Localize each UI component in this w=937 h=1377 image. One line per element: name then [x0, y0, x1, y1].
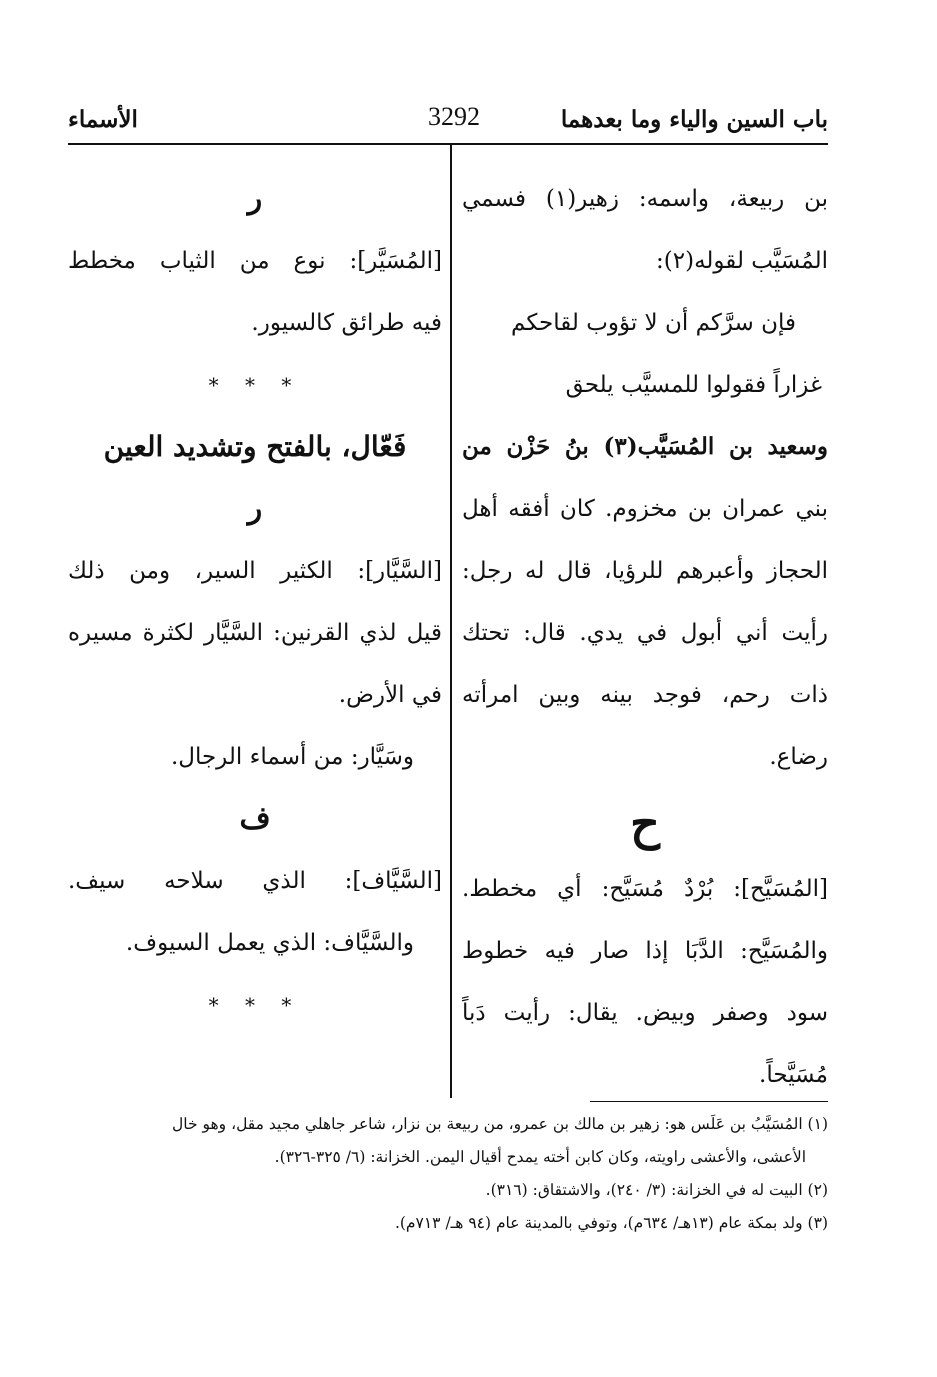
text-line: سود وصفر وبيض. يقال: رأيت دَباً [462, 1000, 828, 1026]
text-line: المُسَيَّب لقوله(٢): [656, 248, 828, 274]
section-heading: فَعّال، بالفتح وتشديد العين [103, 430, 407, 463]
text-line: قيل لذي القرنين: السَّيَّار لكثرة مسيره [68, 620, 442, 646]
text-line: بن ربيعة، واسمه: زهير(١) فسمي [462, 186, 828, 212]
footnote: (٣) ولد بمكة عام (١٣هـ/ ٦٣٤م)، وتوفي بالمدينة عام (٩٤ هـ/ ٧١٣م). [394, 1214, 828, 1232]
text-line: مُسَيَّحاً. [759, 1062, 828, 1088]
page-number: 3292 [428, 102, 480, 131]
right-column [462, 168, 828, 1106]
column-divider [450, 143, 452, 1098]
footnote-rule [590, 1101, 828, 1102]
section-letter: ر [247, 181, 263, 216]
entry-line: والمُسَيَّح: الدَّبَا إذا صار فيه خطوط [462, 938, 828, 964]
entry-line: [المُسَيَّر]: نوع من الثياب مخطط [68, 248, 442, 274]
footnotes [68, 1108, 828, 1240]
section-letter: ر [247, 491, 263, 526]
text-line: فيه طرائق كالسيور. [251, 310, 442, 336]
section-title: باب السين والياء وما بعدهما [560, 106, 828, 133]
section-letter: ح [630, 796, 660, 850]
text-line: الحجاز وأعبرهم للرؤيا، قال له رجل: [462, 558, 828, 584]
entry-line: [السَّيَّاف]: الذي سلاحه سيف. [68, 868, 442, 894]
text-line: ذات رحم، فوجد بينه وبين امرأته [462, 682, 828, 708]
verse-line: غزاراً فقولوا للمسيَّب يلحق [565, 372, 822, 398]
text-line: بني عمران بن مخزوم. كان أفقه أهل [462, 496, 828, 522]
text-line: في الأرض. [338, 682, 442, 708]
footnote-continuation: الأعشى، والأعشى راويته، وكان كابن أخته يمدح أقيال اليمن. الخزانة: (٦/ ٣٢٥-٣٢٦). [274, 1148, 806, 1166]
entry-line: [السَّيَّار]: الكثير السير، ومن ذلك [68, 558, 442, 584]
section-separator: * * * [208, 373, 302, 397]
footnote: (١) المُسَيَّبُ بن عَلَس هو: زهير بن مالك بن عمرو، من ربيعة بن نزار، شاعر جاهلي مجيد مقل، وهو خال [171, 1115, 828, 1133]
page-header [68, 100, 828, 140]
entry-line: [المُسَيَّح]: بُرْدٌ مُسَيَّح: أي مخطط. [462, 876, 828, 902]
text-line: رأيت أني أبول في يدي. قال: تحتك [462, 620, 828, 646]
entry-line: والسَّيَّاف: الذي يعمل السيوف. [125, 930, 414, 956]
verse-line: فإن سرَّكم أن لا تؤوب لقاحكم [511, 310, 796, 336]
entry-line: وسَيَّار: من أسماء الرجال. [170, 744, 414, 770]
left-column [68, 168, 442, 1036]
entry-line: وسعيد بن المُسَيَّب(٣) بنُ حَزْن من [462, 433, 828, 460]
section-separator: * * * [208, 993, 302, 1017]
section-letter: ف [239, 801, 271, 836]
text-line: رضاع. [769, 744, 828, 770]
category-title: الأسماء [68, 106, 138, 133]
header-rule [68, 143, 828, 145]
footnote: (٢) البيت له في الخزانة: (٣/ ٢٤٠)، والاشتقاق: (٣١٦). [485, 1181, 828, 1199]
